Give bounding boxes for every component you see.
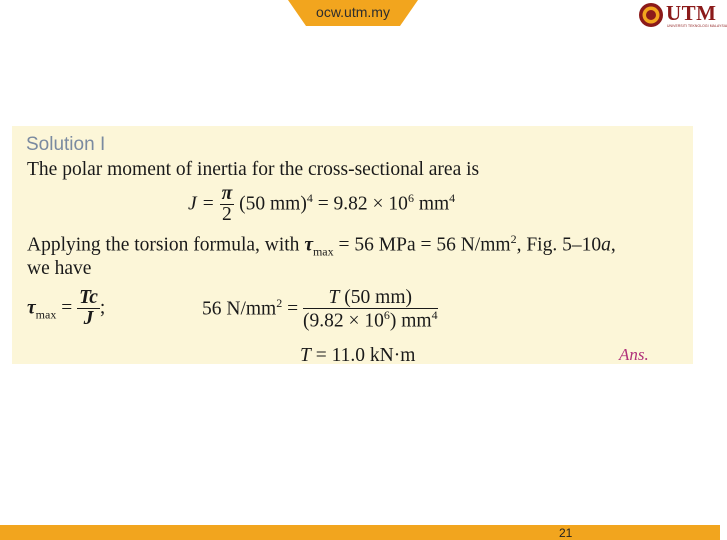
- eq2-tau-sub: max: [35, 307, 57, 322]
- equation-torsion-formula: [27, 288, 105, 330]
- eq3-frac-den: $(9.82 \times 10^6)$ $mm^4$: [302, 308, 438, 332]
- eq1-rhs-c: mm: [418, 193, 450, 215]
- apply-text: [27, 232, 616, 259]
- eq3-lhs: 56 N/mm: [202, 298, 277, 320]
- eq2-semicolon: ;: [99, 297, 106, 319]
- site-tab: [288, 0, 418, 26]
- eq1-frac-num: π: [221, 183, 233, 204]
- eq3-equals: =: [287, 298, 299, 320]
- eq1-rhs-b: = 9.82 × 10: [317, 193, 408, 215]
- apply-text-a: Applying the torsion formula, with: [27, 234, 300, 256]
- utm-seal-icon: [638, 2, 664, 28]
- eq1-fraction: [220, 184, 235, 226]
- eq3-fraction: [303, 288, 438, 332]
- eq2-frac-den: J: [83, 308, 94, 330]
- answer-label: Ans.: [619, 345, 649, 364]
- page-number: 21: [559, 526, 573, 540]
- eq2-equals: =: [61, 297, 73, 319]
- apply-tau-sub: max: [312, 244, 334, 259]
- apply-text-e: ,: [610, 234, 616, 256]
- result-text: T = 11.0 kN·m: [300, 345, 416, 366]
- equation-substitution: [202, 288, 438, 332]
- apply-text-d: a: [601, 234, 611, 256]
- eq2-frac-num: Tc: [79, 287, 98, 308]
- eq1-frac-den: 2: [222, 204, 232, 226]
- equation-polar-moment: [188, 184, 455, 226]
- eq1-exp-b: 6: [407, 190, 414, 205]
- we-have-text: we have: [27, 258, 92, 279]
- solution-panel: [12, 126, 693, 364]
- site-url[interactable]: ocw.utm.my: [316, 4, 390, 20]
- utm-logo: [638, 1, 727, 30]
- eq2-fraction: [77, 288, 100, 330]
- apply-exp: 2: [510, 232, 517, 246]
- eq1-exp-c: 4: [449, 190, 456, 205]
- logo-text: UTM: [666, 1, 717, 25]
- eq1-lhs: J =: [188, 193, 215, 215]
- apply-text-c: , Fig. 5–10: [516, 234, 602, 256]
- eq1-exp-a: 4: [306, 190, 313, 205]
- solution-title: Solution I: [26, 134, 106, 155]
- logo-subtext: UNIVERSITI TEKNOLOGI MALAYSIA: [667, 24, 727, 28]
- intro-text: The polar moment of inertia for the cross-sectional area is: [27, 159, 480, 180]
- eq3-frac-num: T (50 mm): [303, 288, 438, 309]
- apply-text-b: = 56 MPa = 56 N/mm: [338, 234, 511, 256]
- eq2-tau: τ: [27, 297, 36, 319]
- eq3-lhs-exp: 2: [276, 296, 283, 311]
- footer-bar: [0, 525, 720, 540]
- eq1-rhs-a: (50 mm): [239, 193, 307, 215]
- apply-tau: τ: [304, 234, 313, 256]
